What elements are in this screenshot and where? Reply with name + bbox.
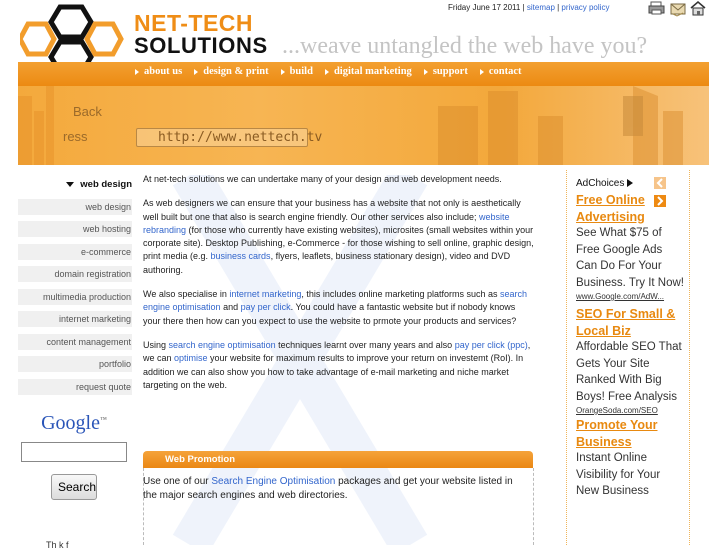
brand-name-line2: SOLUTIONS [134,33,268,58]
banner-address-label: ress [63,129,88,144]
google-search-input[interactable] [21,442,127,462]
google-search-button[interactable]: Search [51,474,97,500]
sidebar-heading[interactable]: web design [18,176,132,192]
pay-per-click-link[interactable]: pay per click [240,302,291,313]
ad-pagination [654,176,686,212]
banner-back-text: Back [73,104,102,119]
ad-url[interactable]: OrangeSoda.com/SEO [576,406,658,415]
home-icon[interactable] [689,0,707,16]
web-promotion-text: Use one of our Search Engine Optimisation packages and get your website listed in the major search engines and web directories. [143,476,513,501]
business-cards-link[interactable]: business cards [210,251,271,262]
ad-prev-arrow-icon[interactable] [654,177,666,189]
seo-link-2[interactable]: search engine optimisation [168,339,276,350]
ad-description: Instant Online Visibility for Your New Business [576,452,661,497]
intro-paragraph: At net-tech solutions we can undertake many of your design and web development needs. [143,174,502,184]
ppc-link[interactable]: pay per click (ppc) [454,339,528,350]
internet-marketing-link[interactable]: internet marketing [229,289,302,300]
sidebar-item-web-hosting[interactable]: web hosting [18,221,132,237]
left-sidebar [18,176,132,395]
optimise-link[interactable]: optimise [174,353,208,364]
banner-url-text: http://www.nettech.tv [158,130,323,145]
ad-title[interactable]: SEO For Small & Local Biz [576,307,676,338]
email-icon[interactable] [668,0,688,17]
nav-about-us[interactable]: about us [135,66,182,77]
current-date: Friday June 17 2011 [448,3,521,12]
seo-paragraph: Using search engine optimisation techniques learnt over many years and also pay per click (ppc), we can optimise your website for maximum results to improve your return on investemt (RoI). In addition we can also show you how to take advantage of e-mail marketing and niche market targeting on the web. [143,339,531,390]
web-promotion-title: Web Promotion [165,454,236,465]
ad-next-arrow-icon[interactable] [654,195,666,207]
privacy-policy-link[interactable]: privacy policy [561,3,610,12]
adchoices-icon [627,179,633,187]
seo-link[interactable]: search engine optimisation [143,289,528,313]
sidebar-bottom-text: Th k f [46,540,69,550]
web-promotion-box [143,451,535,545]
ad-description: Affordable SEO That Gets Your Site Ranked With Big Boys! Free Analysis [576,341,682,403]
nav-design-print[interactable]: design & print [194,66,268,77]
main-nav [135,66,533,77]
ad-item [576,417,686,500]
sidebar-item-portfolio[interactable]: portfolio [18,356,132,372]
arrow-right-icon [424,69,428,75]
ad-url[interactable]: www.Google.com/AdW... [576,292,665,301]
ad-description: See What $75 of Free Google Ads Can Do For Your Business. Try It Now! [576,227,685,289]
website-rebranding-link[interactable]: website rebranding [143,211,510,235]
arrow-right-icon [480,69,484,75]
ads-column [576,176,686,500]
arrow-right-icon [281,69,285,75]
arrow-right-icon [325,69,329,75]
google-search-widget [18,412,130,500]
ad-title[interactable]: Free Online Advertising [576,193,645,224]
sidebar-item-content-management[interactable]: content management [18,334,132,350]
web-promotion-header [143,451,533,468]
sitemap-link[interactable]: sitemap [526,3,555,12]
arrow-right-icon [135,69,139,75]
arrow-right-icon [194,69,198,75]
brand-name-line1: NET-TECH [134,10,253,36]
adchoices-label[interactable]: AdChoices [576,176,686,190]
city-skyline-graphic [18,86,709,165]
sidebar-item-domain-registration[interactable]: domain registration [18,266,132,282]
seo-packages-link[interactable]: Search Engine Optimisation [211,476,336,487]
tagline: ...weave untangled the web have you? [282,33,648,59]
google-logo: Google™ [41,412,107,434]
nav-digital-marketing[interactable]: digital marketing [325,66,412,77]
caret-down-icon [66,182,74,187]
sidebar-item-internet-marketing[interactable]: internet marketing [18,311,132,327]
sidebar-item-request-quote[interactable]: request quote [18,379,132,395]
top-utility-bar: Friday June 17 2011 | sitemap | privacy policy [448,3,610,12]
web-design-paragraph: As web designers we can ensure that your business has a website that not only is aesthetically well built but one that also is search engine friendly. Our other services also include; website rebranding (for those who currently have existing websites), microsites (small websites within your corporate site). Desktop Publishing, e-Commerce - for those wishing to sell online, graphic design, print media (e.g. business cards, flyers, leaflets, business stationary design), video and DVD authoring. [143,198,534,275]
nav-contact[interactable]: contact [480,66,522,77]
ad-item [576,306,686,417]
marketing-paragraph: We also specialise in internet marketing, this includes online marketing platforms such as search engine optimisation and pay per click. You could have a fantastic website but if nobody knows your there then how can you expect to use the website to prmote your products and services? [143,289,528,326]
sidebar-item-e-commerce[interactable]: e-commerce [18,244,132,260]
site-header [0,0,727,165]
top-icons [647,0,727,18]
nav-support[interactable]: support [424,66,468,77]
sidebar-item-web-design[interactable]: web design [18,199,132,215]
nav-build[interactable]: build [281,66,313,77]
main-content [143,173,535,403]
header-banner [18,86,709,165]
ad-title[interactable]: Promote Your Business [576,418,658,449]
sidebar-item-multimedia-production[interactable]: multimedia production [18,289,132,305]
main-nav-bar [18,62,709,86]
print-icon[interactable] [647,0,667,16]
